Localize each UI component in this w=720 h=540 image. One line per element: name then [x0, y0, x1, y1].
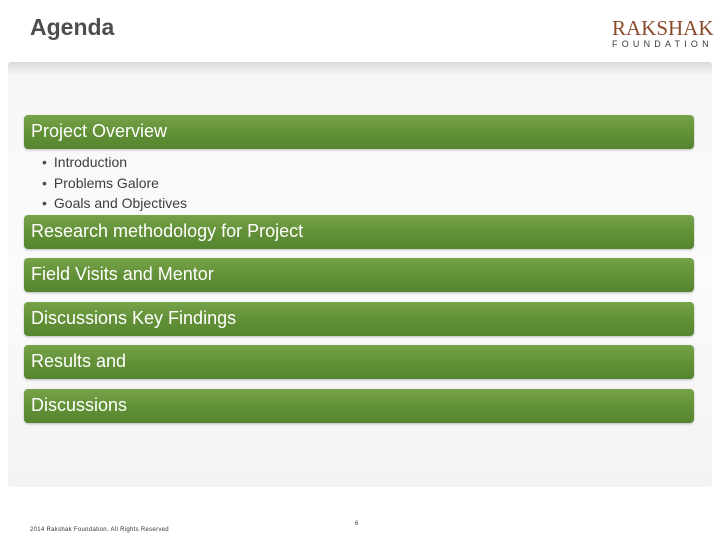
logo-wordmark: RAKSHAK: [612, 16, 714, 40]
sub-item-goals-objectives: • Goals and Objectives: [42, 193, 187, 214]
slide-title: Agenda: [30, 14, 115, 40]
logo-subtitle: FOUNDATION: [612, 39, 713, 49]
agenda-item-results: Results and: [24, 345, 694, 379]
agenda-item-project-overview: Project Overview: [24, 115, 694, 149]
rakshak-logo: [612, 16, 714, 49]
agenda-item-discussions: Discussions: [24, 389, 694, 423]
agenda-item-key-findings: Discussions Key Findings: [24, 302, 694, 336]
page-number: 6: [355, 521, 359, 527]
sub-item-introduction: • Introduction: [42, 152, 187, 173]
footer-copyright: 2014 Rakshak Foundation. All Rights Reserved: [30, 527, 169, 533]
agenda-item-field-visits: Field Visits and Mentor: [24, 258, 694, 292]
agenda-item-research-methodology: Research methodology for Project: [24, 215, 694, 249]
sub-item-list: [42, 152, 187, 214]
sub-item-problems-galore: • Problems Galore: [42, 173, 187, 194]
